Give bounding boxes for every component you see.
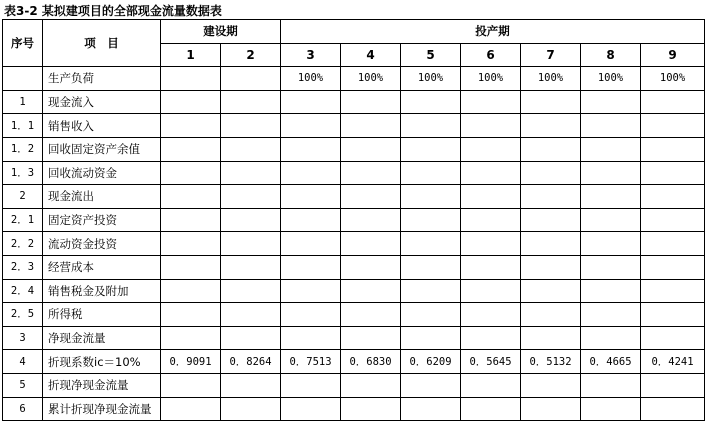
row-item-label: 累计折现净现金流量 bbox=[43, 397, 161, 421]
row-value-year-9 bbox=[641, 232, 705, 256]
row-value-year-8 bbox=[581, 185, 641, 209]
table-row bbox=[3, 326, 705, 350]
row-value-year-2 bbox=[221, 397, 281, 421]
row-value-year-7 bbox=[521, 114, 581, 138]
row-seq: 5 bbox=[3, 373, 43, 397]
row-value-year-4 bbox=[341, 303, 401, 327]
row-value-year-6 bbox=[461, 397, 521, 421]
year-header-5: 5 bbox=[401, 43, 461, 67]
row-value-year-9: 100% bbox=[641, 67, 705, 91]
row-seq: 1．3 bbox=[3, 161, 43, 185]
row-value-year-2 bbox=[221, 67, 281, 91]
year-header-8: 8 bbox=[581, 43, 641, 67]
row-value-year-6 bbox=[461, 255, 521, 279]
table-row bbox=[3, 90, 705, 114]
row-value-year-5 bbox=[401, 397, 461, 421]
table-row bbox=[3, 279, 705, 303]
row-value-year-6 bbox=[461, 326, 521, 350]
row-value-year-7 bbox=[521, 279, 581, 303]
row-item-label: 净现金流量 bbox=[43, 326, 161, 350]
row-value-year-1 bbox=[161, 137, 221, 161]
row-value-year-4 bbox=[341, 279, 401, 303]
row-value-year-1 bbox=[161, 397, 221, 421]
row-value-year-7 bbox=[521, 373, 581, 397]
row-value-year-3 bbox=[281, 114, 341, 138]
row-value-year-9 bbox=[641, 255, 705, 279]
row-value-year-6 bbox=[461, 208, 521, 232]
row-value-year-7: 0．5132 bbox=[521, 350, 581, 374]
row-value-year-8 bbox=[581, 279, 641, 303]
row-value-year-6 bbox=[461, 161, 521, 185]
row-value-year-3 bbox=[281, 161, 341, 185]
row-value-year-2: 0．8264 bbox=[221, 350, 281, 374]
row-seq bbox=[3, 67, 43, 91]
row-value-year-2 bbox=[221, 279, 281, 303]
row-value-year-5 bbox=[401, 303, 461, 327]
row-value-year-6 bbox=[461, 373, 521, 397]
table-row bbox=[3, 161, 705, 185]
row-item-label: 经营成本 bbox=[43, 255, 161, 279]
row-value-year-4 bbox=[341, 208, 401, 232]
row-value-year-1 bbox=[161, 232, 221, 256]
header-construction-period: 建设期 bbox=[161, 20, 281, 44]
row-seq: 2 bbox=[3, 185, 43, 209]
row-item-label: 固定资产投资 bbox=[43, 208, 161, 232]
header-seq: 序号 bbox=[3, 20, 43, 67]
row-value-year-9 bbox=[641, 137, 705, 161]
row-value-year-8 bbox=[581, 232, 641, 256]
row-value-year-9 bbox=[641, 208, 705, 232]
row-item-label: 销售税金及附加 bbox=[43, 279, 161, 303]
row-value-year-6 bbox=[461, 185, 521, 209]
table-row bbox=[3, 67, 705, 91]
row-value-year-5: 100% bbox=[401, 67, 461, 91]
row-value-year-2 bbox=[221, 185, 281, 209]
row-value-year-2 bbox=[221, 90, 281, 114]
row-value-year-4 bbox=[341, 373, 401, 397]
row-value-year-8: 0．4665 bbox=[581, 350, 641, 374]
header-production-period: 投产期 bbox=[281, 20, 705, 44]
row-value-year-3 bbox=[281, 279, 341, 303]
row-item-label: 现金流入 bbox=[43, 90, 161, 114]
row-value-year-9 bbox=[641, 279, 705, 303]
row-value-year-8 bbox=[581, 90, 641, 114]
row-value-year-9 bbox=[641, 326, 705, 350]
table-title: 表3-2 某拟建项目的全部现金流量数据表 bbox=[4, 4, 222, 18]
year-header-9: 9 bbox=[641, 43, 705, 67]
row-value-year-2 bbox=[221, 303, 281, 327]
row-value-year-3 bbox=[281, 185, 341, 209]
row-value-year-6: 100% bbox=[461, 67, 521, 91]
row-value-year-7 bbox=[521, 326, 581, 350]
row-value-year-7 bbox=[521, 137, 581, 161]
row-value-year-7 bbox=[521, 208, 581, 232]
row-value-year-2 bbox=[221, 232, 281, 256]
row-value-year-1 bbox=[161, 303, 221, 327]
row-value-year-5 bbox=[401, 90, 461, 114]
row-value-year-9 bbox=[641, 161, 705, 185]
row-value-year-1 bbox=[161, 255, 221, 279]
row-value-year-4 bbox=[341, 185, 401, 209]
row-value-year-6 bbox=[461, 232, 521, 256]
row-item-label: 生产负荷 bbox=[43, 67, 161, 91]
table-row bbox=[3, 350, 705, 374]
row-value-year-5 bbox=[401, 255, 461, 279]
row-value-year-5 bbox=[401, 137, 461, 161]
row-value-year-4: 100% bbox=[341, 67, 401, 91]
row-value-year-3 bbox=[281, 208, 341, 232]
row-seq: 2．1 bbox=[3, 208, 43, 232]
row-value-year-9 bbox=[641, 397, 705, 421]
row-value-year-6 bbox=[461, 114, 521, 138]
row-value-year-2 bbox=[221, 161, 281, 185]
row-value-year-1 bbox=[161, 90, 221, 114]
row-value-year-3 bbox=[281, 397, 341, 421]
row-value-year-3 bbox=[281, 303, 341, 327]
year-header-6: 6 bbox=[461, 43, 521, 67]
row-item-label: 现金流出 bbox=[43, 185, 161, 209]
row-item-label: 折现系数ic＝10% bbox=[43, 350, 161, 374]
row-value-year-3 bbox=[281, 90, 341, 114]
row-seq: 1．2 bbox=[3, 137, 43, 161]
row-value-year-8 bbox=[581, 114, 641, 138]
row-value-year-2 bbox=[221, 114, 281, 138]
row-value-year-7 bbox=[521, 185, 581, 209]
row-value-year-8 bbox=[581, 255, 641, 279]
table-row bbox=[3, 185, 705, 209]
row-value-year-3 bbox=[281, 137, 341, 161]
row-item-label: 所得税 bbox=[43, 303, 161, 327]
year-header-4: 4 bbox=[341, 43, 401, 67]
row-value-year-7 bbox=[521, 255, 581, 279]
row-value-year-1 bbox=[161, 185, 221, 209]
row-value-year-7 bbox=[521, 161, 581, 185]
row-value-year-9 bbox=[641, 303, 705, 327]
table-row bbox=[3, 232, 705, 256]
cash-flow-table bbox=[2, 19, 705, 421]
row-value-year-5 bbox=[401, 373, 461, 397]
row-value-year-6 bbox=[461, 303, 521, 327]
row-value-year-9 bbox=[641, 90, 705, 114]
row-item-label: 折现净现金流量 bbox=[43, 373, 161, 397]
row-value-year-8 bbox=[581, 161, 641, 185]
row-value-year-3 bbox=[281, 232, 341, 256]
row-value-year-4 bbox=[341, 90, 401, 114]
row-item-label: 流动资金投资 bbox=[43, 232, 161, 256]
row-value-year-4 bbox=[341, 255, 401, 279]
row-value-year-4 bbox=[341, 137, 401, 161]
row-value-year-3 bbox=[281, 373, 341, 397]
row-value-year-8 bbox=[581, 137, 641, 161]
row-value-year-2 bbox=[221, 373, 281, 397]
row-item-label: 销售收入 bbox=[43, 114, 161, 138]
row-value-year-8 bbox=[581, 397, 641, 421]
year-header-2: 2 bbox=[221, 43, 281, 67]
row-value-year-5 bbox=[401, 326, 461, 350]
row-value-year-7: 100% bbox=[521, 67, 581, 91]
row-value-year-8 bbox=[581, 208, 641, 232]
row-value-year-4: 0．6830 bbox=[341, 350, 401, 374]
row-seq: 1 bbox=[3, 90, 43, 114]
row-value-year-5 bbox=[401, 208, 461, 232]
row-value-year-1: 0．9091 bbox=[161, 350, 221, 374]
row-value-year-4 bbox=[341, 326, 401, 350]
row-value-year-7 bbox=[521, 90, 581, 114]
row-value-year-3: 100% bbox=[281, 67, 341, 91]
row-value-year-5 bbox=[401, 185, 461, 209]
row-value-year-1 bbox=[161, 114, 221, 138]
row-value-year-9: 0．4241 bbox=[641, 350, 705, 374]
table-row bbox=[3, 303, 705, 327]
table-row bbox=[3, 208, 705, 232]
row-value-year-1 bbox=[161, 279, 221, 303]
row-seq: 4 bbox=[3, 350, 43, 374]
row-item-label: 回收固定资产余值 bbox=[43, 137, 161, 161]
row-value-year-3: 0．7513 bbox=[281, 350, 341, 374]
row-value-year-8 bbox=[581, 303, 641, 327]
table-row bbox=[3, 397, 705, 421]
row-value-year-4 bbox=[341, 161, 401, 185]
row-seq: 6 bbox=[3, 397, 43, 421]
row-value-year-1 bbox=[161, 161, 221, 185]
row-value-year-6 bbox=[461, 90, 521, 114]
row-value-year-3 bbox=[281, 326, 341, 350]
row-seq: 3 bbox=[3, 326, 43, 350]
row-value-year-8: 100% bbox=[581, 67, 641, 91]
row-value-year-1 bbox=[161, 373, 221, 397]
row-value-year-5 bbox=[401, 232, 461, 256]
row-value-year-6 bbox=[461, 279, 521, 303]
row-value-year-6 bbox=[461, 137, 521, 161]
row-value-year-7 bbox=[521, 303, 581, 327]
row-seq: 1．1 bbox=[3, 114, 43, 138]
table-row bbox=[3, 114, 705, 138]
row-value-year-9 bbox=[641, 114, 705, 138]
row-value-year-5: 0．6209 bbox=[401, 350, 461, 374]
table-row bbox=[3, 373, 705, 397]
row-value-year-3 bbox=[281, 255, 341, 279]
table-row bbox=[3, 137, 705, 161]
row-value-year-8 bbox=[581, 373, 641, 397]
row-value-year-7 bbox=[521, 397, 581, 421]
row-value-year-6: 0．5645 bbox=[461, 350, 521, 374]
row-item-label: 回收流动资金 bbox=[43, 161, 161, 185]
header-item: 项 目 bbox=[43, 20, 161, 67]
row-seq: 2．4 bbox=[3, 279, 43, 303]
row-value-year-5 bbox=[401, 161, 461, 185]
row-value-year-2 bbox=[221, 137, 281, 161]
year-header-7: 7 bbox=[521, 43, 581, 67]
table-row bbox=[3, 255, 705, 279]
row-value-year-2 bbox=[221, 326, 281, 350]
row-value-year-1 bbox=[161, 208, 221, 232]
row-value-year-4 bbox=[341, 397, 401, 421]
row-value-year-5 bbox=[401, 114, 461, 138]
row-value-year-4 bbox=[341, 114, 401, 138]
row-value-year-7 bbox=[521, 232, 581, 256]
row-value-year-2 bbox=[221, 208, 281, 232]
year-header-3: 3 bbox=[281, 43, 341, 67]
row-value-year-5 bbox=[401, 279, 461, 303]
table-body bbox=[3, 67, 705, 421]
row-value-year-9 bbox=[641, 185, 705, 209]
row-value-year-8 bbox=[581, 326, 641, 350]
year-header-1: 1 bbox=[161, 43, 221, 67]
row-value-year-4 bbox=[341, 232, 401, 256]
row-seq: 2．3 bbox=[3, 255, 43, 279]
row-value-year-2 bbox=[221, 255, 281, 279]
row-value-year-1 bbox=[161, 326, 221, 350]
row-value-year-9 bbox=[641, 373, 705, 397]
row-seq: 2．5 bbox=[3, 303, 43, 327]
row-value-year-1 bbox=[161, 67, 221, 91]
row-seq: 2．2 bbox=[3, 232, 43, 256]
